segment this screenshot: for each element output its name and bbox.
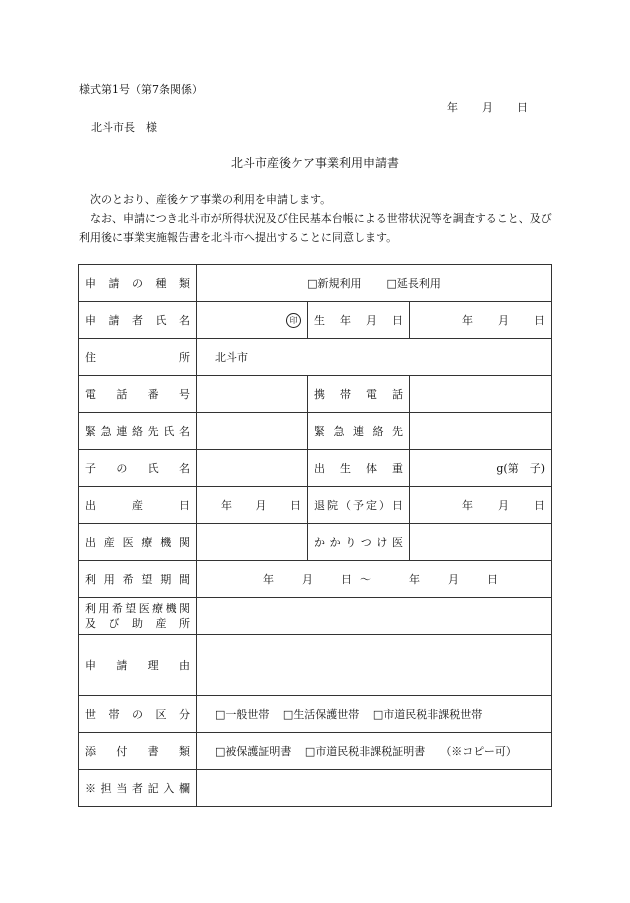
phone-field[interactable]	[197, 376, 308, 413]
row-household	[79, 696, 552, 733]
row-delivery	[79, 487, 552, 524]
emergency-name-field[interactable]	[197, 413, 308, 450]
address-value: 北斗市	[215, 351, 248, 364]
birth-weight-unit: g(第 子)	[496, 462, 545, 475]
household-general-label: 一般世帯	[225, 708, 270, 721]
household-welfare-checkbox[interactable]: □	[282, 708, 294, 721]
child-name-field[interactable]	[197, 450, 308, 487]
discharge-label: 退院（予定）日	[308, 487, 410, 524]
birthdate-label: 生年月日	[308, 302, 410, 339]
household-welfare-label: 生活保護世帯	[293, 708, 360, 721]
seal-mark: 印	[286, 313, 301, 328]
emergency-contact-label: 緊急連絡先	[308, 413, 410, 450]
attachments-label: 添付書類	[79, 733, 197, 770]
row-delivery-institution	[79, 524, 552, 561]
child-name-label: 子の氏名	[79, 450, 197, 487]
staff-label: ※担当者記入欄	[79, 770, 197, 807]
address-field[interactable]	[197, 339, 552, 376]
period-start-year: 年	[263, 573, 274, 586]
attach-copy-note: （※コピー可）	[440, 745, 517, 758]
desired-institution-label-line2: 及び助産所	[85, 617, 190, 630]
period-start-day: 日	[341, 573, 352, 586]
desired-institution-label	[79, 598, 197, 635]
household-general-checkbox[interactable]: □	[215, 708, 226, 721]
attach-welfare-cert-label: 被保護証明書	[225, 745, 292, 758]
delivery-date-field[interactable]	[197, 487, 308, 524]
attach-tax-cert-label: 市道民税非課税証明書	[315, 745, 426, 758]
birth-month: 月	[498, 314, 509, 327]
household-taxexempt-label: 市道民税非課税世帯	[383, 708, 483, 721]
phone-label: 電話番号	[79, 376, 197, 413]
row-phone	[79, 376, 552, 413]
date-day: 日	[517, 101, 528, 114]
date-month: 月	[482, 101, 493, 114]
form-number: 様式第1号（第7条関係）	[79, 83, 203, 96]
attach-tax-cert-checkbox[interactable]: □	[304, 745, 316, 758]
delivery-date-label: 出産日	[79, 487, 197, 524]
row-staff	[79, 770, 552, 807]
consent-paragraph: なお、申請につき北斗市が所得状況及び住民基本台帳による世帯状況等を調査すること、及び利用後に事業実施報告書を北斗市へ提出することに同意します。	[79, 212, 552, 244]
row-application-type	[79, 265, 552, 302]
reason-field[interactable]	[197, 635, 552, 696]
period-end-month: 月	[448, 573, 459, 586]
period-field[interactable]	[197, 561, 552, 598]
delivery-month: 月	[255, 499, 267, 512]
discharge-year: 年	[462, 499, 473, 512]
household-taxexempt-checkbox[interactable]: □	[372, 708, 384, 721]
type-label: 申請の種類	[79, 265, 197, 302]
period-start-month: 月	[302, 573, 313, 586]
period-label: 利用希望期間	[79, 561, 197, 598]
type-ext-checkbox[interactable]: □	[386, 277, 397, 290]
intro-paragraph: 次のとおり、産後ケア事業の利用を申請します。	[90, 193, 332, 206]
row-address	[79, 339, 552, 376]
row-reason	[79, 635, 552, 696]
attach-welfare-cert-checkbox[interactable]: □	[215, 745, 226, 758]
period-end-day: 日	[487, 573, 498, 586]
discharge-field[interactable]	[410, 487, 552, 524]
row-attachments	[79, 733, 552, 770]
family-doctor-field[interactable]	[410, 524, 552, 561]
applicant-label: 申請者氏名	[79, 302, 197, 339]
type-new-checkbox[interactable]: □	[307, 277, 318, 290]
desired-institution-label-line1: 利用希望医療機関	[85, 602, 190, 615]
addressee: 北斗市長 様	[91, 121, 157, 134]
emergency-contact-field[interactable]	[410, 413, 552, 450]
reason-label: 申請理由	[79, 635, 197, 696]
desired-institution-field[interactable]	[197, 598, 552, 635]
delivery-year: 年	[221, 499, 232, 512]
applicant-name-field[interactable]	[197, 302, 308, 339]
row-applicant	[79, 302, 552, 339]
delivery-day: 日	[290, 499, 301, 512]
family-doctor-label: かかりつけ医	[308, 524, 410, 561]
period-separator: 〜	[360, 573, 371, 586]
row-child	[79, 450, 552, 487]
date-line	[447, 99, 528, 115]
mobile-field[interactable]	[410, 376, 552, 413]
attachments-options	[197, 733, 552, 770]
delivery-institution-field[interactable]	[197, 524, 308, 561]
type-new-label: 新規利用	[317, 277, 362, 290]
staff-field[interactable]	[197, 770, 552, 807]
household-label: 世帯の区分	[79, 696, 197, 733]
discharge-day: 日	[534, 499, 545, 512]
birth-weight-field[interactable]	[410, 450, 552, 487]
emergency-name-label: 緊急連絡先氏名	[79, 413, 197, 450]
type-options	[197, 265, 552, 302]
date-year: 年	[447, 101, 458, 114]
household-options	[197, 696, 552, 733]
mobile-label: 携帯電話	[308, 376, 410, 413]
row-desired-institution	[79, 598, 552, 635]
row-emergency	[79, 413, 552, 450]
discharge-month: 月	[498, 499, 509, 512]
birth-weight-label: 出生体重	[308, 450, 410, 487]
period-end-year: 年	[409, 573, 420, 586]
application-table	[78, 264, 552, 807]
delivery-institution-label: 出産医療機関	[79, 524, 197, 561]
birth-year: 年	[462, 314, 473, 327]
birth-day: 日	[534, 314, 545, 327]
document-title: 北斗市産後ケア事業利用申請書	[230, 156, 399, 170]
type-ext-label: 延長利用	[396, 277, 441, 290]
birthdate-field[interactable]	[410, 302, 552, 339]
address-label: 住所	[79, 339, 197, 376]
row-period	[79, 561, 552, 598]
